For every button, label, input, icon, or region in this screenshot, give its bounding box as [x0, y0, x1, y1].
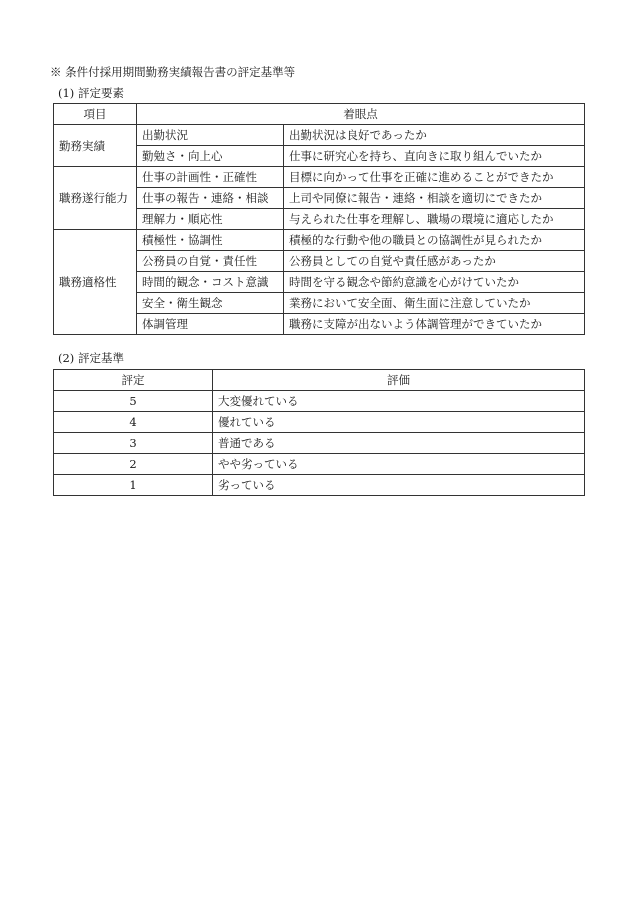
element-cell: 公務員の自覚・責任性: [137, 251, 284, 272]
document-title: ※ 条件付採用期間勤務実績報告書の評定基準等: [50, 65, 296, 79]
table-row: [54, 167, 585, 188]
grade-cell: 2: [54, 454, 213, 475]
evaluation-criteria-table: [53, 369, 585, 496]
element-cell: 出勤状況: [137, 125, 284, 146]
viewpoint-cell: 時間を守る観念や節約意識を心がけていたか: [284, 272, 585, 293]
grade-cell: 3: [54, 433, 213, 454]
category-cell: 職務適格性: [54, 230, 137, 335]
column-header-viewpoint: 着眼点: [137, 104, 585, 125]
viewpoint-cell: 公務員としての自覚や責任感があったか: [284, 251, 585, 272]
element-cell: 仕事の計画性・正確性: [137, 167, 284, 188]
category-cell: 職務遂行能力: [54, 167, 137, 230]
table-header-row: [54, 370, 585, 391]
assessment-cell: 劣っている: [213, 475, 585, 496]
element-cell: 仕事の報告・連絡・相談: [137, 188, 284, 209]
table-row: [54, 433, 585, 454]
assessment-cell: 大変優れている: [213, 391, 585, 412]
element-cell: 勤勉さ・向上心: [137, 146, 284, 167]
viewpoint-cell: 出勤状況は良好であったか: [284, 125, 585, 146]
element-cell: 理解力・順応性: [137, 209, 284, 230]
table-row: [54, 391, 585, 412]
element-cell: 時間的観念・コスト意識: [137, 272, 284, 293]
column-header-assessment: 評価: [213, 370, 585, 391]
table-header-row: [54, 104, 585, 125]
table-row: [54, 475, 585, 496]
viewpoint-cell: 業務において安全面、衛生面に注意していたか: [284, 293, 585, 314]
category-cell: 勤務実績: [54, 125, 137, 167]
viewpoint-cell: 目標に向かって仕事を正確に進めることができたか: [284, 167, 585, 188]
grade-cell: 1: [54, 475, 213, 496]
element-cell: 体調管理: [137, 314, 284, 335]
viewpoint-cell: 上司や同僚に報告・連絡・相談を適切にできたか: [284, 188, 585, 209]
section-heading-evaluation-criteria: (2) 評定基準: [58, 351, 124, 365]
section-heading-evaluation-elements: (1) 評定要素: [58, 86, 124, 100]
assessment-cell: やや劣っている: [213, 454, 585, 475]
viewpoint-cell: 積極的な行動や他の職員との協調性が見られたか: [284, 230, 585, 251]
table-row: [54, 412, 585, 433]
table-row: [54, 230, 585, 251]
assessment-cell: 普通である: [213, 433, 585, 454]
viewpoint-cell: 仕事に研究心を持ち、直向きに取り組んでいたか: [284, 146, 585, 167]
evaluation-elements-table: [53, 103, 585, 335]
column-header-grade: 評定: [54, 370, 213, 391]
table-row: [54, 125, 585, 146]
viewpoint-cell: 職務に支障が出ないよう体調管理ができていたか: [284, 314, 585, 335]
element-cell: 積極性・協調性: [137, 230, 284, 251]
assessment-cell: 優れている: [213, 412, 585, 433]
element-cell: 安全・衛生観念: [137, 293, 284, 314]
table-row: [54, 454, 585, 475]
grade-cell: 4: [54, 412, 213, 433]
column-header-item: 項目: [54, 104, 137, 125]
grade-cell: 5: [54, 391, 213, 412]
viewpoint-cell: 与えられた仕事を理解し、職場の環境に適応したか: [284, 209, 585, 230]
